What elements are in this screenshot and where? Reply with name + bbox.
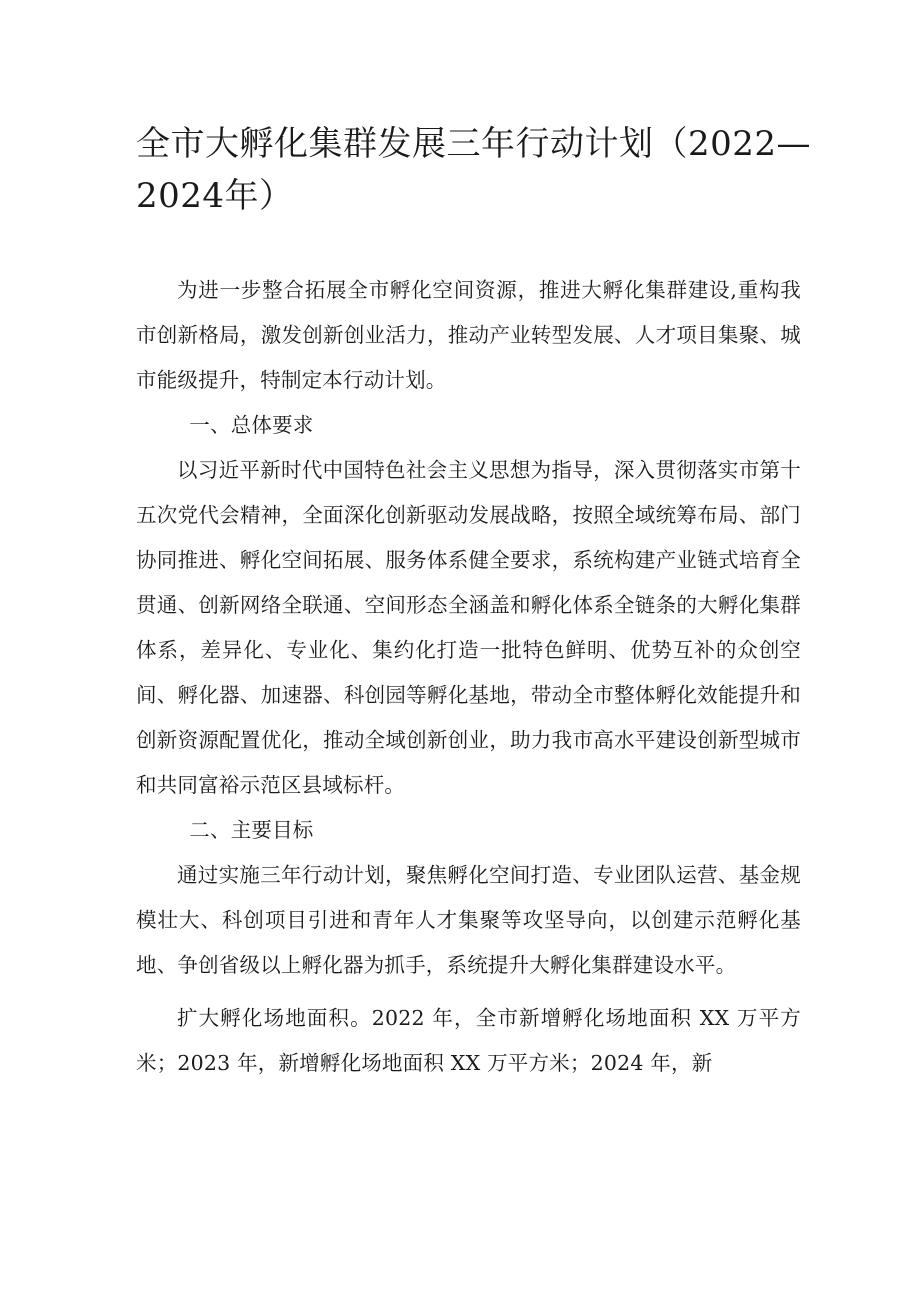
document-title: 全市大孵化集群发展三年行动计划（2022—2024年） — [136, 124, 812, 216]
main-goals-paragraph: 通过实施三年行动计划，聚焦孵化空间打造、专业团队运营、基金规模壮大、科创项目引进和青年人才集聚等攻坚导向，以创建示范孵化基地、争创省级以上孵化器为抓手，系统提升大孵化集群建设水平。 — [136, 863, 801, 977]
document-body — [136, 268, 801, 1086]
incubation-area-paragraph: 扩大孵化场地面积。2022 年，全市新增孵化场地面积 XX 万平方米；2023 年，新增孵化场地面积 XX 万平方米；2024 年，新 — [136, 1006, 801, 1075]
section-heading-main-goals: 二、主要目标 — [189, 818, 314, 842]
section-heading-general-requirements: 一、总体要求 — [189, 413, 314, 437]
paragraph-spacer — [136, 988, 801, 996]
general-requirements-paragraph: 以习近平新时代中国特色社会主义思想为指导，深入贯彻落实市第十五次党代会精神，全面深化创新驱动发展战略，按照全域统筹布局、部门协同推进、孵化空间拓展、服务体系健全要求，系统构建产业链式培育全贯通、创新网络全联通、空间形态全涵盖和孵化体系全链条的大孵化集群体系，差异化、专业化、集约化打造一批特色鲜明、优势互补的众创空间、孵化器、加速器、科创园等孵化基地，带动全市整体孵化效能提升和创新资源配置优化，推动全域创新创业，助力我市高水平建设创新型城市和共同富裕示范区县域标杆。 — [136, 458, 801, 797]
intro-paragraph: 为进一步整合拓展全市孵化空间资源，推进大孵化集群建设,重构我市创新格局，激发创新创业活力，推动产业转型发展、人才项目集聚、城市能级提升，特制定本行动计划。 — [136, 278, 801, 392]
